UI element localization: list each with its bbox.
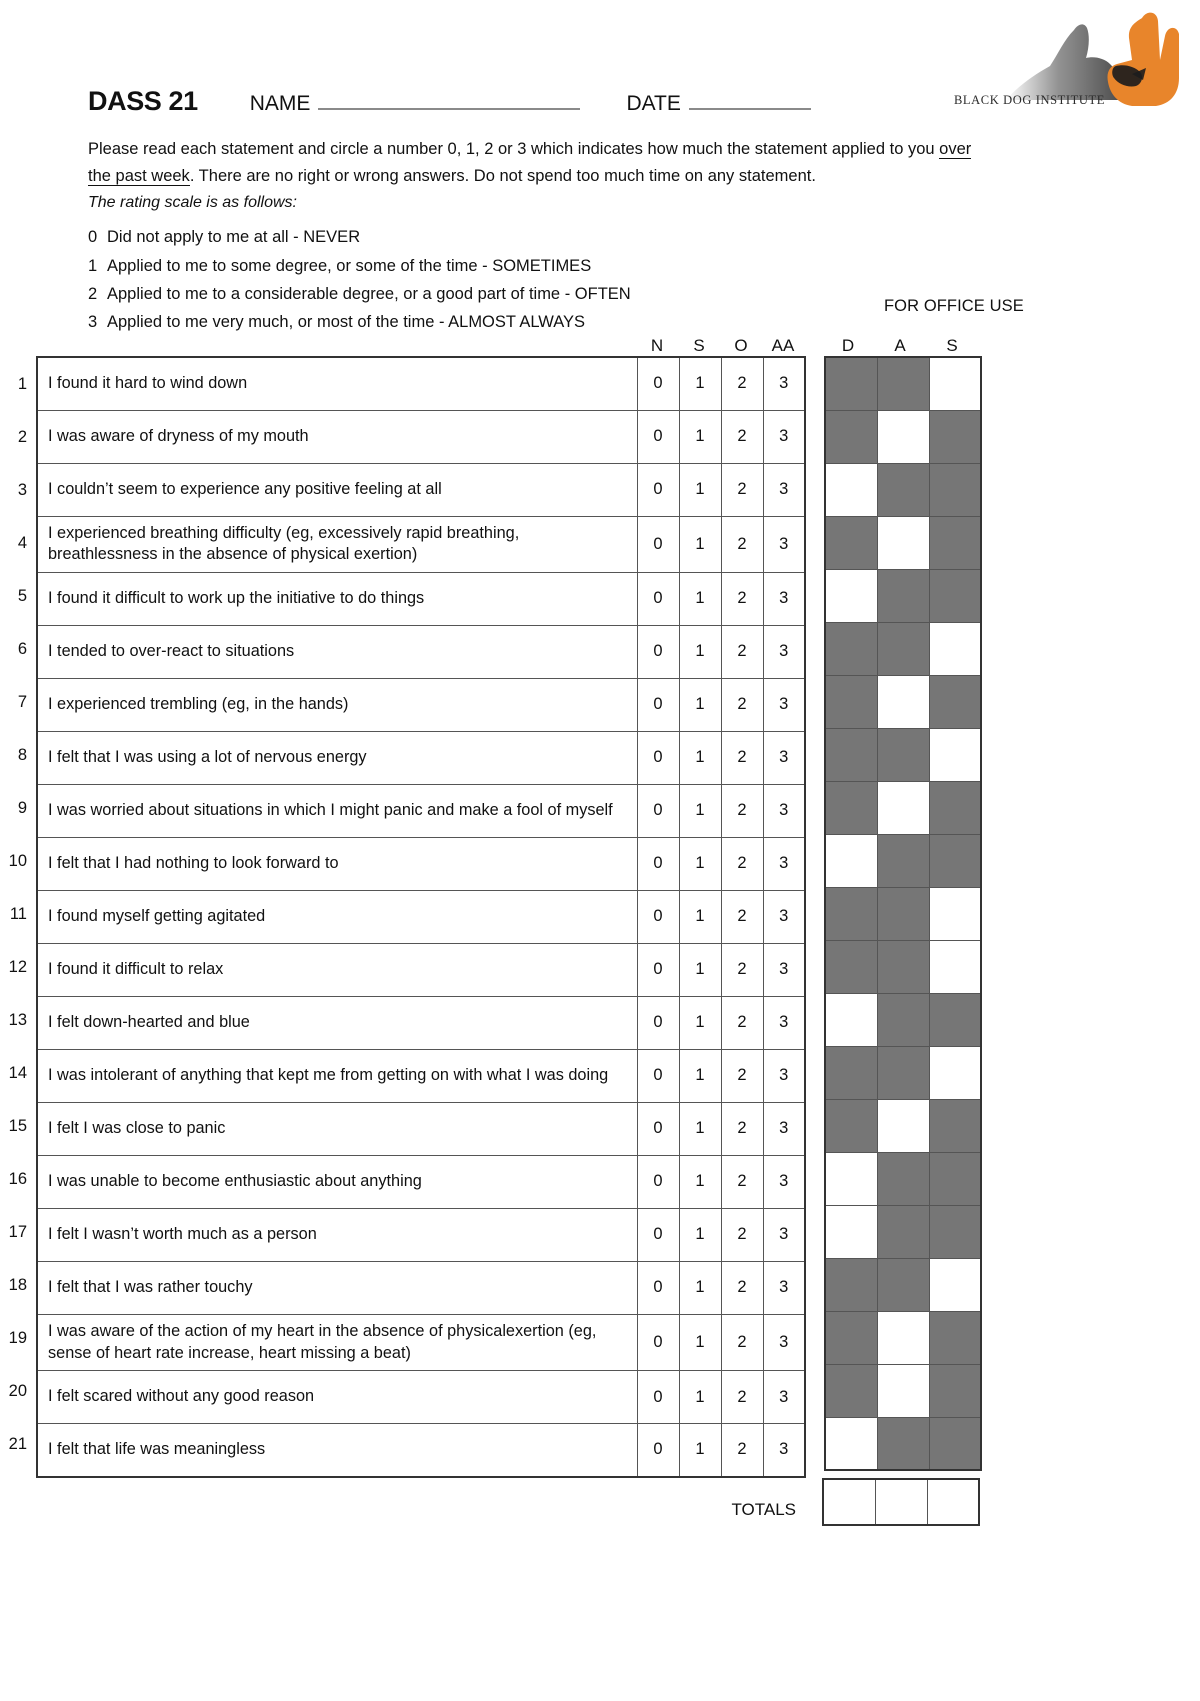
statement-text: I found myself getting agitated (37, 890, 637, 943)
table-row (37, 890, 805, 943)
table-row (37, 357, 805, 410)
office-cell-a-shaded (877, 1417, 929, 1470)
totals-left-spacer (36, 1495, 636, 1509)
response-option-3[interactable]: 3 (763, 357, 805, 410)
response-option-0[interactable]: 0 (637, 625, 679, 678)
office-cell-d-shaded (825, 622, 877, 675)
response-option-1[interactable]: 1 (679, 731, 721, 784)
totals-label-holder (636, 1484, 804, 1520)
response-option-3[interactable]: 3 (763, 1424, 805, 1477)
header-option-s: S (693, 336, 705, 355)
response-option-3[interactable]: 3 (763, 1155, 805, 1208)
instructions-text-b: . There are no right or wrong answers. Do not spend too much time on any statement. (189, 166, 816, 185)
statement-text: I felt I wasn’t worth much as a person (37, 1208, 637, 1261)
office-cell-s-open[interactable] (929, 1046, 981, 1099)
item-number: 8 (17, 746, 27, 764)
item-number: 9 (17, 799, 27, 817)
response-option-2[interactable]: 2 (721, 625, 763, 678)
statement-text: I was unable to become enthusiastic about anything (37, 1155, 637, 1208)
response-option-2[interactable]: 2 (721, 1208, 763, 1261)
item-number: 2 (17, 428, 27, 446)
table-row (37, 678, 805, 731)
item-number: 3 (17, 481, 27, 499)
table-body-wrapper (0, 356, 1200, 1478)
date-input[interactable] (689, 90, 811, 110)
statement-text: I was aware of the action of my heart in the absence of physicalexertion (eg, sense of heart rate increase, heart missing a beat) (37, 1314, 637, 1370)
response-option-1[interactable]: 1 (679, 625, 721, 678)
office-cell-s-open[interactable] (929, 622, 981, 675)
response-option-1[interactable]: 1 (679, 837, 721, 890)
column-headers-row (0, 330, 1200, 356)
header-office-s: S (946, 336, 958, 355)
item-number: 4 (17, 534, 27, 552)
office-cell-d-shaded (825, 1099, 877, 1152)
office-cell-s-shaded (929, 516, 981, 569)
response-option-2[interactable]: 2 (721, 357, 763, 410)
response-option-1[interactable]: 1 (679, 1102, 721, 1155)
statement-text: I found it difficult to work up the initiative to do things (37, 572, 637, 625)
office-cell-d-shaded (825, 675, 877, 728)
statement-text: I found it hard to wind down (37, 357, 637, 410)
office-cell-d-shaded (825, 781, 877, 834)
item-number: 16 (8, 1170, 27, 1188)
item-number: 11 (9, 905, 27, 923)
office-cell-a-shaded (877, 1205, 929, 1258)
date-label: DATE (626, 92, 681, 115)
office-cell-a-open[interactable] (877, 781, 929, 834)
form-header (88, 86, 811, 117)
response-option-0[interactable]: 0 (637, 1049, 679, 1102)
statement-text: I experienced breathing difficulty (eg, excessively rapid breathing, breathlessness in the absence of physical exertion) (37, 516, 637, 572)
scale-number-1: 1 (88, 256, 98, 275)
office-cell-a-open[interactable] (877, 516, 929, 569)
item-number: 7 (17, 693, 27, 711)
response-option-1[interactable]: 1 (679, 1155, 721, 1208)
response-option-2[interactable]: 2 (721, 572, 763, 625)
office-cell-s-open[interactable] (929, 1258, 981, 1311)
scale-number-2: 2 (88, 285, 98, 304)
header-option-n: N (650, 336, 664, 355)
office-cell-a-open[interactable] (877, 675, 929, 728)
office-use-row (825, 622, 981, 675)
office-use-row (825, 1205, 981, 1258)
statement-text: I felt that life was meaningless (37, 1424, 637, 1477)
table-row (37, 996, 805, 1049)
totals-box-s[interactable] (927, 1479, 979, 1525)
scale-item-0 (88, 223, 988, 251)
response-option-1[interactable]: 1 (679, 516, 721, 572)
totals-office-table (822, 1478, 980, 1526)
table-row (37, 410, 805, 463)
response-option-3[interactable]: 3 (763, 410, 805, 463)
response-option-3[interactable]: 3 (763, 890, 805, 943)
statements-table-grid (36, 356, 806, 1478)
statements-table (36, 356, 806, 1478)
office-use-row (825, 728, 981, 781)
office-cell-s-open[interactable] (929, 940, 981, 993)
orange-hand-shape (1107, 13, 1179, 106)
table-row (37, 1261, 805, 1314)
office-use-row (825, 834, 981, 887)
item-number: 5 (17, 587, 27, 605)
office-use-row (825, 993, 981, 1046)
scale-item-1 (88, 252, 988, 280)
rating-scale-list (88, 223, 988, 337)
response-option-2[interactable]: 2 (721, 890, 763, 943)
for-office-use-label: FOR OFFICE USE (884, 297, 1024, 315)
response-option-3[interactable]: 3 (763, 572, 805, 625)
response-option-0[interactable]: 0 (637, 357, 679, 410)
page-title: DASS 21 (88, 86, 198, 116)
response-option-2[interactable]: 2 (721, 1314, 763, 1370)
statement-text: I felt that I was rather touchy (37, 1261, 637, 1314)
office-cell-a-shaded (877, 993, 929, 1046)
response-option-2[interactable]: 2 (721, 943, 763, 996)
header-option-aa: AA (771, 336, 795, 355)
office-cell-s-open[interactable] (929, 728, 981, 781)
table-row (37, 1049, 805, 1102)
table-row (37, 1314, 805, 1370)
response-option-1[interactable]: 1 (679, 1371, 721, 1424)
item-number: 19 (8, 1329, 27, 1347)
response-option-3[interactable]: 3 (763, 784, 805, 837)
response-option-0[interactable]: 0 (637, 678, 679, 731)
office-cell-d-shaded (825, 357, 877, 410)
instructions-underlined-phrase: over the past week (88, 140, 972, 185)
office-use-row (825, 781, 981, 834)
response-option-3[interactable]: 3 (763, 996, 805, 1049)
response-option-0[interactable]: 0 (637, 572, 679, 625)
response-option-1[interactable]: 1 (679, 410, 721, 463)
office-use-row (825, 1099, 981, 1152)
scale-label-1: Applied to me to some degree, or some of the time - SOMETIMES (107, 256, 592, 275)
item-number: 6 (17, 640, 27, 658)
office-cell-s-shaded (929, 1205, 981, 1258)
response-option-1[interactable]: 1 (679, 357, 721, 410)
item-number: 20 (8, 1382, 27, 1400)
response-option-2[interactable]: 2 (721, 516, 763, 572)
office-cell-s-shaded (929, 834, 981, 887)
response-option-3[interactable]: 3 (763, 837, 805, 890)
statement-text: I was aware of dryness of my mouth (37, 410, 637, 463)
scale-label-2: Applied to me to a considerable degree, or a good part of time - OFTEN (107, 285, 631, 304)
office-cell-a-shaded (877, 1258, 929, 1311)
instructions-block (88, 136, 988, 337)
response-option-0[interactable]: 0 (637, 1208, 679, 1261)
response-option-2[interactable]: 2 (721, 1155, 763, 1208)
office-cell-d-open[interactable] (825, 993, 877, 1046)
office-cell-d-shaded (825, 728, 877, 781)
instructions-text-a: Please read each statement and circle a number 0, 1, 2 or 3 which indicates how much the statement applied to you (88, 140, 940, 158)
response-option-3[interactable]: 3 (763, 1049, 805, 1102)
response-option-2[interactable]: 2 (721, 837, 763, 890)
logo-wordmark: BLACK DOG INSTITUTE (954, 93, 1105, 107)
response-option-3[interactable]: 3 (763, 625, 805, 678)
table-gap (806, 356, 824, 1478)
office-cell-s-shaded (929, 1311, 981, 1364)
office-cell-a-shaded (877, 569, 929, 622)
office-use-row (825, 675, 981, 728)
response-option-0[interactable]: 0 (637, 1424, 679, 1477)
statement-text: I felt scared without any good reason (37, 1371, 637, 1424)
response-option-3[interactable]: 3 (763, 943, 805, 996)
office-cell-a-shaded (877, 357, 929, 410)
response-option-0[interactable]: 0 (637, 1155, 679, 1208)
totals-boxes-row (823, 1479, 979, 1525)
response-option-2[interactable]: 2 (721, 996, 763, 1049)
response-option-0[interactable]: 0 (637, 410, 679, 463)
office-use-row (825, 357, 981, 410)
office-cell-d-shaded (825, 516, 877, 569)
response-option-2[interactable]: 2 (721, 1261, 763, 1314)
statement-text: I tended to over-react to situations (37, 625, 637, 678)
office-use-row (825, 516, 981, 569)
item-number: 10 (8, 852, 27, 870)
table-row (37, 1102, 805, 1155)
response-option-3[interactable]: 3 (763, 678, 805, 731)
item-number-gutter (0, 356, 36, 1478)
statement-text: I felt that I had nothing to look forward to (37, 837, 637, 890)
statement-text: I found it difficult to relax (37, 943, 637, 996)
office-use-row (825, 887, 981, 940)
response-option-1[interactable]: 1 (679, 890, 721, 943)
office-use-row (825, 1311, 981, 1364)
statement-text: I couldn’t seem to experience any positive feeling at all (37, 463, 637, 516)
response-option-2[interactable]: 2 (721, 1102, 763, 1155)
office-cell-a-shaded (877, 1152, 929, 1205)
name-input[interactable] (318, 90, 580, 110)
dog-shadow-shape (1006, 24, 1122, 100)
office-cell-a-shaded (877, 1046, 929, 1099)
response-option-1[interactable]: 1 (679, 1208, 721, 1261)
office-cell-d-open[interactable] (825, 834, 877, 887)
scale-number-3: 3 (88, 313, 98, 332)
totals-box-a[interactable] (875, 1479, 927, 1525)
item-number: 21 (8, 1435, 27, 1453)
response-option-2[interactable]: 2 (721, 1371, 763, 1424)
response-option-0[interactable]: 0 (637, 463, 679, 516)
response-option-2[interactable]: 2 (721, 410, 763, 463)
header-office-d: D (841, 336, 855, 355)
office-cell-d-open[interactable] (825, 463, 877, 516)
table-row (37, 1371, 805, 1424)
response-option-1[interactable]: 1 (679, 572, 721, 625)
item-number: 18 (8, 1276, 27, 1294)
response-option-0[interactable]: 0 (637, 516, 679, 572)
response-option-3[interactable]: 3 (763, 731, 805, 784)
response-option-3[interactable]: 3 (763, 1102, 805, 1155)
office-cell-a-open[interactable] (877, 1311, 929, 1364)
office-cell-d-shaded (825, 1046, 877, 1099)
response-option-1[interactable]: 1 (679, 678, 721, 731)
office-cell-d-shaded (825, 1311, 877, 1364)
office-cell-d-shaded (825, 410, 877, 463)
office-cell-d-open[interactable] (825, 1417, 877, 1470)
office-use-row (825, 1046, 981, 1099)
response-option-0[interactable]: 0 (637, 996, 679, 1049)
response-option-0[interactable]: 0 (637, 837, 679, 890)
response-option-0[interactable]: 0 (637, 1261, 679, 1314)
office-cell-d-open[interactable] (825, 1205, 877, 1258)
office-cell-s-open[interactable] (929, 357, 981, 410)
office-cell-s-shaded (929, 1364, 981, 1417)
office-use-row (825, 940, 981, 993)
statement-text: I felt down-hearted and blue (37, 996, 637, 1049)
office-cell-s-shaded (929, 993, 981, 1046)
table-row (37, 572, 805, 625)
totals-grid (822, 1478, 980, 1526)
item-number: 1 (17, 375, 27, 393)
office-use-grid (824, 356, 982, 1471)
response-option-3[interactable]: 3 (763, 1208, 805, 1261)
response-option-2[interactable]: 2 (721, 463, 763, 516)
totals-label: TOTALS (731, 1499, 796, 1519)
office-cell-s-shaded (929, 781, 981, 834)
statement-text: I was worried about situations in which I might panic and make a fool of myself (37, 784, 637, 837)
office-use-row (825, 1417, 981, 1470)
table-row (37, 1424, 805, 1477)
item-number: 14 (8, 1064, 27, 1082)
response-option-2[interactable]: 2 (721, 678, 763, 731)
office-cell-a-shaded (877, 940, 929, 993)
totals-box-d[interactable] (823, 1479, 875, 1525)
office-cell-a-open[interactable] (877, 1099, 929, 1152)
response-option-3[interactable]: 3 (763, 1261, 805, 1314)
scale-item-2 (88, 280, 988, 308)
response-option-2[interactable]: 2 (721, 1049, 763, 1102)
header-office-a: A (894, 336, 906, 355)
office-cell-a-shaded (877, 463, 929, 516)
office-cell-s-open[interactable] (929, 887, 981, 940)
office-cell-a-open[interactable] (877, 1364, 929, 1417)
response-option-0[interactable]: 0 (637, 784, 679, 837)
response-option-0[interactable]: 0 (637, 943, 679, 996)
response-option-1[interactable]: 1 (679, 943, 721, 996)
questionnaire-table-area (0, 330, 1200, 1526)
response-option-0[interactable]: 0 (637, 1314, 679, 1370)
scale-label-0: Did not apply to me at all - NEVER (107, 228, 361, 247)
statement-text: I experienced trembling (eg, in the hands) (37, 678, 637, 731)
table-row (37, 625, 805, 678)
item-number: 15 (8, 1117, 27, 1135)
item-number: 12 (8, 958, 27, 976)
office-cell-d-shaded (825, 1364, 877, 1417)
office-cell-a-shaded (877, 834, 929, 887)
response-option-0[interactable]: 0 (637, 890, 679, 943)
office-use-row (825, 569, 981, 622)
table-row (37, 463, 805, 516)
office-cell-s-shaded (929, 1417, 981, 1470)
instructions-paragraph (88, 136, 988, 189)
response-option-0[interactable]: 0 (637, 731, 679, 784)
table-row (37, 1208, 805, 1261)
scale-number-0: 0 (88, 228, 98, 247)
response-option-3[interactable]: 3 (763, 1314, 805, 1370)
table-row (37, 516, 805, 572)
table-row (37, 837, 805, 890)
office-cell-d-open[interactable] (825, 1152, 877, 1205)
response-option-2[interactable]: 2 (721, 784, 763, 837)
response-option-0[interactable]: 0 (637, 1371, 679, 1424)
office-use-row (825, 1258, 981, 1311)
office-use-row (825, 463, 981, 516)
table-row (37, 1155, 805, 1208)
black-dog-institute-logo (946, 4, 1186, 124)
office-cell-s-shaded (929, 675, 981, 728)
response-option-0[interactable]: 0 (637, 1102, 679, 1155)
header-option-o: O (734, 336, 748, 355)
statement-text: I felt that I was using a lot of nervous energy (37, 731, 637, 784)
statement-text: I was intolerant of anything that kept me from getting on with what I was doing (37, 1049, 637, 1102)
statement-text: I felt I was close to panic (37, 1102, 637, 1155)
office-use-table (824, 356, 982, 1478)
office-cell-a-open[interactable] (877, 410, 929, 463)
office-use-row (825, 1364, 981, 1417)
response-option-1[interactable]: 1 (679, 463, 721, 516)
totals-row (0, 1478, 1200, 1526)
office-cell-d-shaded (825, 1258, 877, 1311)
office-cell-s-shaded (929, 1152, 981, 1205)
office-use-row (825, 410, 981, 463)
response-option-3[interactable]: 3 (763, 463, 805, 516)
item-number: 17 (8, 1223, 27, 1241)
table-row (37, 943, 805, 996)
table-row (37, 731, 805, 784)
response-option-1[interactable]: 1 (679, 996, 721, 1049)
office-cell-s-shaded (929, 463, 981, 516)
office-cell-a-shaded (877, 887, 929, 940)
item-number: 13 (8, 1011, 27, 1029)
response-option-2[interactable]: 2 (721, 731, 763, 784)
response-option-3[interactable]: 3 (763, 1371, 805, 1424)
response-option-1[interactable]: 1 (679, 1261, 721, 1314)
response-option-3[interactable]: 3 (763, 516, 805, 572)
office-cell-s-shaded (929, 569, 981, 622)
office-cell-s-shaded (929, 1099, 981, 1152)
office-cell-d-shaded (825, 887, 877, 940)
response-option-2[interactable]: 2 (721, 1424, 763, 1477)
response-option-1[interactable]: 1 (679, 1424, 721, 1477)
response-option-1[interactable]: 1 (679, 1049, 721, 1102)
office-use-row (825, 1152, 981, 1205)
office-cell-a-shaded (877, 728, 929, 781)
office-cell-d-open[interactable] (825, 569, 877, 622)
table-row (37, 784, 805, 837)
rating-scale-intro: The rating scale is as follows: (88, 194, 297, 212)
response-option-1[interactable]: 1 (679, 784, 721, 837)
office-cell-s-shaded (929, 410, 981, 463)
name-label: NAME (249, 92, 311, 115)
office-cell-a-shaded (877, 622, 929, 675)
office-cell-d-shaded (825, 940, 877, 993)
scale-label-3: Applied to me very much, or most of the time - ALMOST ALWAYS (107, 313, 586, 332)
response-option-1[interactable]: 1 (679, 1314, 721, 1370)
